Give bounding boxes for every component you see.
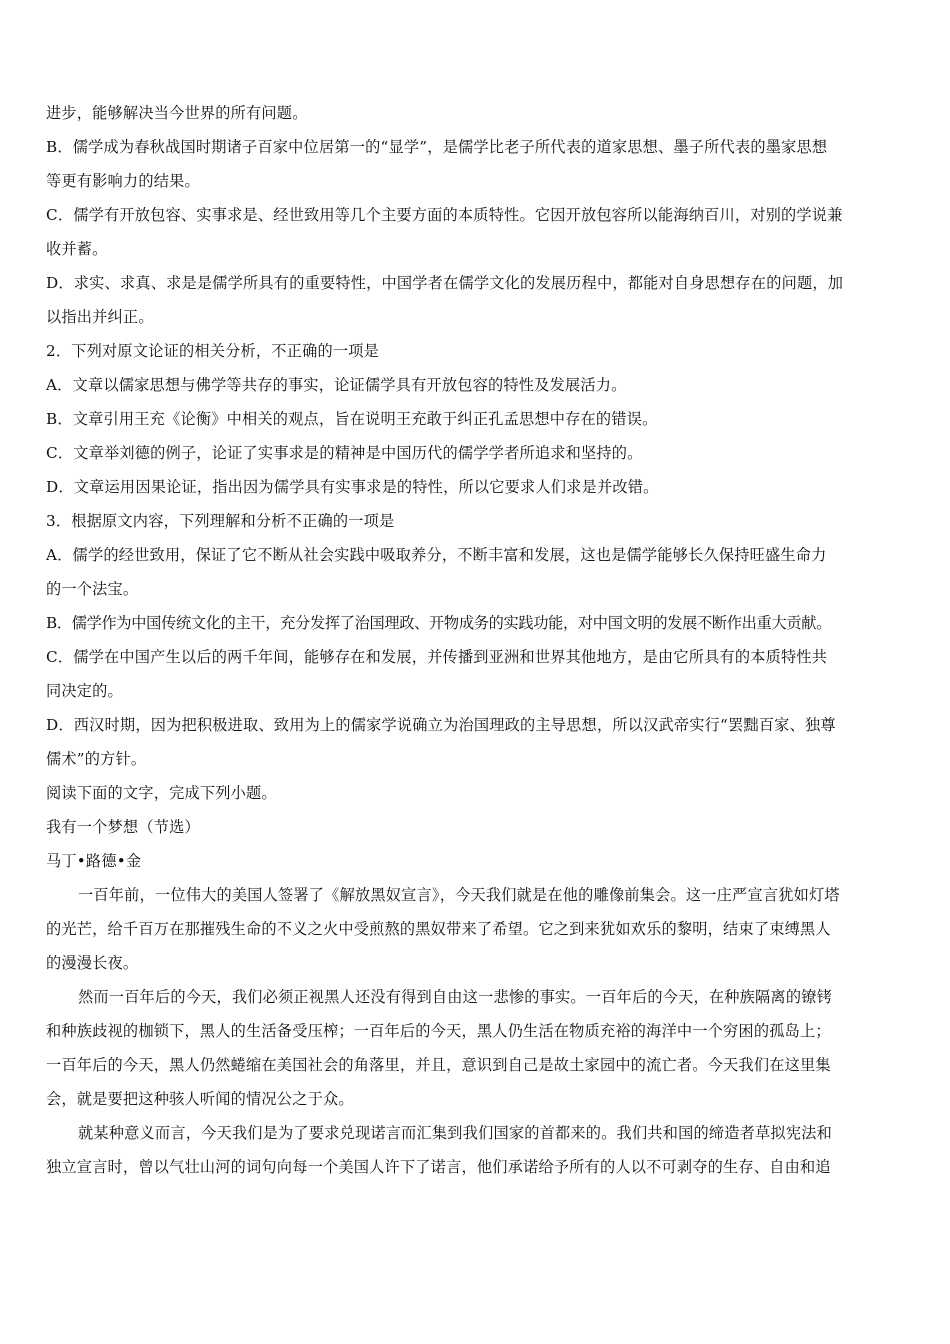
q2-option-a: A．文章以儒家思想与佛学等共存的事实，论证儒学具有开放包容的特性及发展活力。 — [46, 376, 627, 394]
reading-instruction: 阅读下面的文字，完成下列小题。 — [46, 784, 277, 802]
q3-option-d-line-1: D．西汉时期，因为把积极进取、致用为上的儒家学说确立为治国理政的主导思想，所以汉武帝实行“罢黜百家、独尊 — [46, 716, 836, 734]
option-c-line-1: C．儒学有开放包容、实事求是、经世致用等几个主要方面的本质特性。它因开放包容所以能海纳百川，对别的学说兼 — [46, 206, 843, 224]
option-c-line-2: 收并蓄。 — [46, 240, 108, 258]
paragraph-1-line-3: 的漫漫长夜。 — [46, 954, 139, 972]
article-title: 我有一个梦想（节选） — [46, 818, 200, 836]
paragraph-2-line-2: 和种族歧视的枷锁下，黑人的生活备受压榨；一百年后的今天，黑人仍生活在物质充裕的海洋中一个穷困的孤岛上； — [46, 1022, 831, 1040]
option-d-line-1: D．求实、求真、求是是儒学所具有的重要特性，中国学者在儒学文化的发展历程中，都能对自身思想存在的问题，加 — [46, 274, 844, 292]
q3-option-c-line-1: C．儒学在中国产生以后的两千年间，能够存在和发展，并传播到亚洲和世界其他地方，是由它所具有的本质特性共 — [46, 648, 828, 666]
paragraph-1-line-1: 一百年前，一位伟大的美国人签署了《解放黑奴宣言》，今天我们就是在他的雕像前集会。这一庄严宣言犹如灯塔 — [78, 886, 840, 904]
paragraph-2-line-3: 一百年后的今天，黑人仍然蜷缩在美国社会的角落里，并且，意识到自己是故土家园中的流亡者。今天我们在这里集 — [46, 1056, 831, 1074]
paragraph-2-line-4: 会，就是要把这种骇人听闻的情况公之于众。 — [46, 1090, 354, 1108]
q2-option-b: B．文章引用王充《论衡》中相关的观点，旨在说明王充敢于纠正孔孟思想中存在的错误。 — [46, 410, 658, 428]
q2-option-c: C．文章举刘德的例子，论证了实事求是的精神是中国历代的儒学学者所追求和坚持的。 — [46, 444, 643, 462]
question-2-stem: 2．下列对原文论证的相关分析，不正确的一项是 — [46, 342, 380, 360]
option-b-line-1: B．儒学成为春秋战国时期诸子百家中位居第一的“显学”，是儒学比老子所代表的道家思想、墨子所代表的墨家思想 — [46, 138, 828, 156]
option-d-line-2: 以指出并纠正。 — [46, 308, 154, 326]
paragraph-1-line-2: 的光芒，给千百万在那摧残生命的不义之火中受煎熬的黑奴带来了希望。它之到来犹如欢乐的黎明，结束了束缚黑人 — [46, 920, 831, 938]
paragraph-3-line-2: 独立宣言时，曾以气壮山河的词句向每一个美国人许下了诺言，他们承诺给予所有的人以不可剥夺的生存、自由和追 — [46, 1158, 831, 1176]
text-line-0: 进步，能够解决当今世界的所有问题。 — [46, 104, 308, 122]
q3-option-c-line-2: 同决定的。 — [46, 682, 123, 700]
q2-option-d: D．文章运用因果论证，指出因为儒学具有实事求是的特性，所以它要求人们求是并改错。 — [46, 478, 659, 496]
q3-option-a-line-2: 的一个法宝。 — [46, 580, 139, 598]
document-page — [46, 96, 918, 1184]
article-author: 马丁•路德•金 — [46, 852, 142, 870]
q3-option-b: B．儒学作为中国传统文化的主干，充分发挥了治国理政、开物成务的实践功能，对中国文明的发展不断作出重大贡献。 — [46, 614, 832, 632]
q3-option-d-line-2: 儒术”的方针。 — [46, 750, 147, 768]
question-3-stem: 3．根据原文内容，下列理解和分析不正确的一项是 — [46, 512, 395, 530]
option-b-line-2: 等更有影响力的结果。 — [46, 172, 200, 190]
paragraph-3-line-1: 就某种意义而言，今天我们是为了要求兑现诺言而汇集到我们国家的首都来的。我们共和国的缔造者草拟宪法和 — [78, 1124, 832, 1142]
q3-option-a-line-1: A．儒学的经世致用，保证了它不断从社会实践中吸取养分，不断丰富和发展，这也是儒学能够长久保持旺盛生命力 — [46, 546, 827, 564]
paragraph-2-line-1: 然而一百年后的今天，我们必须正视黑人还没有得到自由这一悲惨的事实。一百年后的今天，在种族隔离的镣铐 — [78, 988, 832, 1006]
